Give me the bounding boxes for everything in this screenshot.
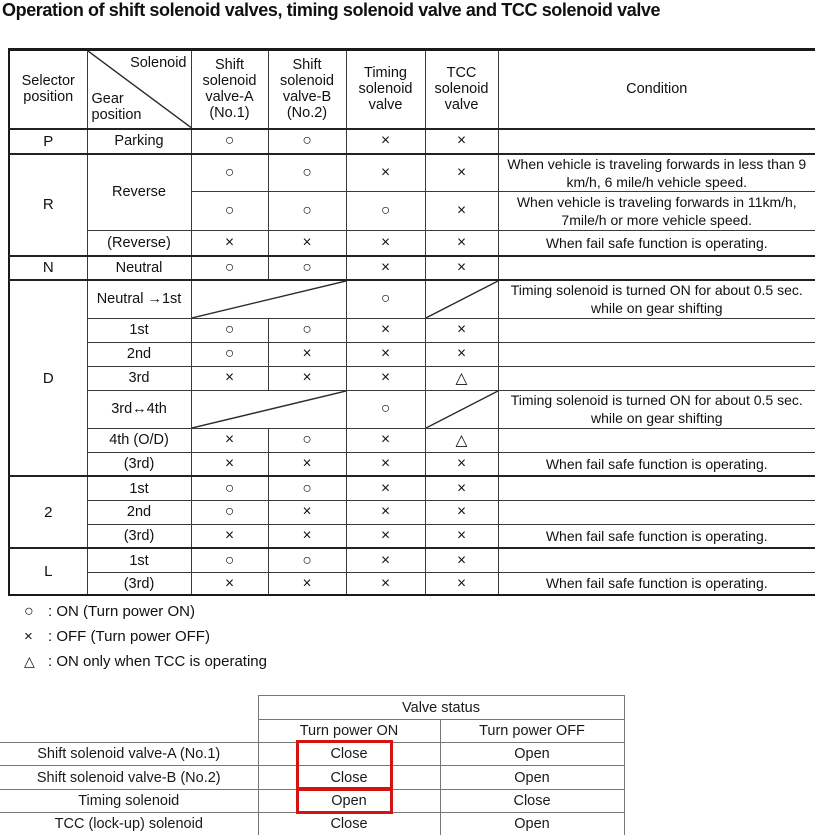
circle-symbol-icon: ○ [24, 602, 34, 620]
condition-cell [498, 129, 815, 154]
selector-n: N [9, 256, 87, 280]
cross-symbol-icon: × [24, 628, 33, 645]
valve-a-cell: × [191, 366, 268, 390]
table-row [9, 154, 815, 192]
tcc-cell: × [425, 452, 498, 476]
gear-cell: Neutral [87, 256, 191, 280]
valve-b-cell: ○ [268, 154, 346, 192]
valve-label: Shift solenoid valve-B (No.2) [0, 766, 258, 790]
tcc-cell: × [425, 256, 498, 280]
gear-cell: 3rd↔4th [87, 390, 191, 428]
header-selector-position: Selector position [9, 50, 87, 129]
na-diagonal-cell [191, 390, 346, 428]
timing-cell: × [346, 524, 425, 548]
header-shift-valve-a: Shift solenoid valve-A (No.1) [191, 50, 268, 129]
condition-cell: When fail safe function is operating. [498, 452, 815, 476]
gear-cell: Parking [87, 129, 191, 154]
solenoid-operation-table [8, 48, 815, 596]
tcc-cell: × [425, 129, 498, 154]
valve-b-cell: × [268, 500, 346, 524]
valve-b-cell: × [268, 231, 346, 256]
condition-cell [498, 548, 815, 572]
valve-b-cell: ○ [268, 129, 346, 154]
gear-cell: (3rd) [87, 452, 191, 476]
power-on-status: Close [258, 743, 440, 766]
timing-cell: × [346, 129, 425, 154]
gear-cell: (Reverse) [87, 231, 191, 256]
valve-status-table [0, 695, 624, 835]
valve-b-cell: ○ [268, 428, 346, 452]
legend-item-tcc [24, 649, 267, 674]
table-header-row [9, 50, 815, 129]
diagonal-na-line [426, 391, 498, 428]
power-on-status: Close [258, 766, 440, 790]
valve-b-cell: × [268, 452, 346, 476]
gear-cell: 1st [87, 548, 191, 572]
valve-label: Shift solenoid valve-A (No.1) [0, 743, 258, 766]
valve-a-cell: ○ [191, 342, 268, 366]
selector-r: R [9, 154, 87, 256]
selector-l: L [9, 548, 87, 595]
timing-cell: × [346, 500, 425, 524]
valve-a-cell: × [191, 524, 268, 548]
condition-cell: Timing solenoid is turned ON for about 0.5 sec. while on gear shifting [498, 390, 815, 428]
table-row [9, 476, 815, 500]
timing-cell: × [346, 548, 425, 572]
condition-cell [498, 342, 815, 366]
header-solenoid-label: Solenoid [130, 55, 187, 71]
valve-label: Timing solenoid [0, 790, 258, 813]
condition-cell [498, 500, 815, 524]
table-row [0, 743, 624, 766]
header-tcc-valve: TCC solenoid valve [425, 50, 498, 129]
timing-cell: × [346, 342, 425, 366]
timing-cell: × [346, 476, 425, 500]
table-row [0, 790, 624, 813]
valve-a-cell: ○ [191, 154, 268, 192]
valve-b-cell: × [268, 366, 346, 390]
diagonal-na-line [426, 281, 498, 318]
gear-cell: (3rd) [87, 524, 191, 548]
legend-text: : ON (Turn power ON) [48, 603, 195, 620]
gear-cell: 2nd [87, 500, 191, 524]
timing-cell: ○ [346, 390, 425, 428]
selector-2: 2 [9, 476, 87, 548]
table-row [9, 366, 815, 390]
table-row [0, 766, 624, 790]
header-gear-position-label: Gear position [91, 90, 142, 123]
table-row [9, 280, 815, 318]
power-off-status: Open [440, 766, 624, 790]
valve-b-cell: ○ [268, 476, 346, 500]
power-on-status: Open [258, 790, 440, 813]
header-gear-solenoid [87, 50, 191, 129]
legend-text: : ON only when TCC is operating [48, 653, 267, 670]
table-row [9, 342, 815, 366]
header-turn-power-on: Turn power ON [258, 720, 440, 743]
timing-cell: × [346, 256, 425, 280]
valve-a-cell: ○ [191, 192, 268, 231]
tcc-cell: × [425, 342, 498, 366]
valve-a-cell: ○ [191, 256, 268, 280]
tcc-cell: × [425, 500, 498, 524]
gear-cell: 1st [87, 318, 191, 342]
table-row [9, 572, 815, 595]
valve-b-cell: ○ [268, 548, 346, 572]
valve-a-cell: × [191, 231, 268, 256]
table-row [9, 452, 815, 476]
page-title: Operation of shift solenoid valves, timing solenoid valve and TCC solenoid valve [2, 0, 661, 20]
table-row [9, 500, 815, 524]
symbol-legend [24, 599, 267, 674]
valve-b-cell: ○ [268, 256, 346, 280]
valve-b-cell: ○ [268, 318, 346, 342]
tcc-cell: △ [425, 366, 498, 390]
spacer-cell [0, 696, 258, 720]
spacer-cell [0, 720, 258, 743]
tcc-cell: × [425, 154, 498, 192]
valve-a-cell: × [191, 452, 268, 476]
valve-status-title: Valve status [258, 696, 624, 720]
condition-cell [498, 366, 815, 390]
tcc-cell: × [425, 476, 498, 500]
valve-b-cell: × [268, 572, 346, 595]
legend-item-on [24, 599, 267, 624]
diagonal-na-line [192, 391, 346, 428]
tcc-cell: × [425, 192, 498, 231]
legend-text: : OFF (Turn power OFF) [48, 628, 210, 645]
timing-cell: × [346, 318, 425, 342]
timing-cell: × [346, 572, 425, 595]
tcc-cell: △ [425, 428, 498, 452]
legend-item-off [24, 624, 267, 649]
timing-cell: ○ [346, 280, 425, 318]
table-row [9, 256, 815, 280]
condition-cell [498, 476, 815, 500]
selector-p: P [9, 129, 87, 154]
valve-b-cell: × [268, 524, 346, 548]
table-row [9, 318, 815, 342]
condition-cell [498, 256, 815, 280]
table-row [0, 813, 624, 835]
table-row [0, 696, 624, 720]
table-row [9, 129, 815, 154]
valve-a-cell: ○ [191, 476, 268, 500]
valve-a-cell: ○ [191, 548, 268, 572]
table-row [0, 720, 624, 743]
gear-cell: (3rd) [87, 572, 191, 595]
gear-cell: 4th (O/D) [87, 428, 191, 452]
header-condition: Condition [498, 50, 815, 129]
condition-cell [498, 318, 815, 342]
condition-cell: When fail safe function is operating. [498, 524, 815, 548]
header-timing-valve: Timing solenoid valve [346, 50, 425, 129]
gear-cell: 1st [87, 476, 191, 500]
timing-cell: × [346, 231, 425, 256]
na-diagonal-cell [191, 280, 346, 318]
valve-b-cell: × [268, 342, 346, 366]
condition-cell: When vehicle is traveling forwards in less than 9 km/h, 6 mile/h vehicle speed. [498, 154, 815, 192]
valve-a-cell: ○ [191, 500, 268, 524]
power-off-status: Open [440, 743, 624, 766]
timing-cell: × [346, 154, 425, 192]
gear-cell: Neutral →1st [87, 280, 191, 318]
table-row [9, 231, 815, 256]
tcc-cell: × [425, 231, 498, 256]
condition-cell: When fail safe function is operating. [498, 231, 815, 256]
table-row [9, 524, 815, 548]
timing-cell: × [346, 452, 425, 476]
valve-a-cell: × [191, 428, 268, 452]
power-off-status: Close [440, 790, 624, 813]
valve-b-cell: ○ [268, 192, 346, 231]
table-row [9, 390, 815, 428]
gear-cell: 3rd [87, 366, 191, 390]
gear-cell: Reverse [87, 154, 191, 231]
valve-a-cell: ○ [191, 318, 268, 342]
tcc-cell: × [425, 524, 498, 548]
gear-cell: 2nd [87, 342, 191, 366]
valve-a-cell: × [191, 572, 268, 595]
power-off-status: Open [440, 813, 624, 835]
condition-cell [498, 428, 815, 452]
condition-cell: Timing solenoid is turned ON for about 0.5 sec. while on gear shifting [498, 280, 815, 318]
timing-cell: ○ [346, 192, 425, 231]
selector-d: D [9, 280, 87, 476]
tcc-cell: × [425, 318, 498, 342]
table-row [9, 548, 815, 572]
tcc-cell: × [425, 548, 498, 572]
valve-a-cell: ○ [191, 129, 268, 154]
na-diagonal-cell [425, 390, 498, 428]
valve-label: TCC (lock-up) solenoid [0, 813, 258, 835]
triangle-symbol-icon: △ [24, 653, 35, 669]
table-row [9, 428, 815, 452]
tcc-cell: × [425, 572, 498, 595]
timing-cell: × [346, 428, 425, 452]
header-turn-power-off: Turn power OFF [440, 720, 624, 743]
diagonal-na-line [192, 281, 346, 318]
condition-cell: When vehicle is traveling forwards in 11km/h, 7mile/h or more vehicle speed. [498, 192, 815, 231]
timing-cell: × [346, 366, 425, 390]
na-diagonal-cell [425, 280, 498, 318]
header-shift-valve-b: Shift solenoid valve-B (No.2) [268, 50, 346, 129]
power-on-status: Close [258, 813, 440, 835]
condition-cell: When fail safe function is operating. [498, 572, 815, 595]
